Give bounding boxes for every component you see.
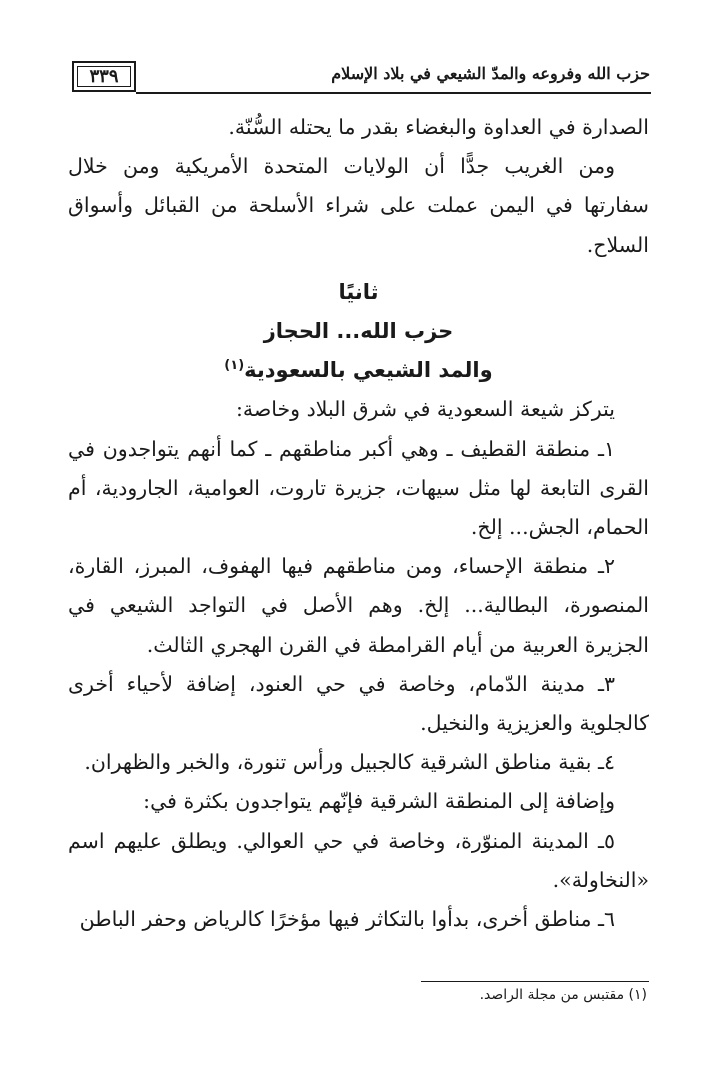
- page-number-box: [72, 61, 136, 92]
- body-text: [68, 108, 649, 939]
- footnote-rule: [421, 981, 649, 982]
- paragraph-4: وإضافة إلى المنطقة الشرقية فإنّهم يتواجدون بكثرة في:: [143, 789, 615, 814]
- list-item-6: ٦ـ مناطق أخرى، بدأوا بالتكاثر فيها مؤخرًا كالرياض وحفر الباطن: [79, 907, 615, 932]
- section-heading-title: حزب الله... الحجاز: [263, 319, 454, 344]
- list-item-3: ٣ـ مدينة الدّمام، وخاصة في حي العنود، إضافة لأحياء أخرى كالجلوية والعزيزية والنخيل.: [68, 671, 649, 736]
- paragraph-2: ومن الغريب جدًّا أن الولايات المتحدة الأمريكية ومن خلال سفارتها في اليمن عملت على شراء الأسلحة من القبائل وأسواق السلاح.: [68, 154, 649, 257]
- page-number: ٣٣٩: [89, 66, 119, 87]
- paragraph-3: يتركز شيعة السعودية في شرق البلاد وخاصة:: [235, 397, 615, 422]
- list-item-4: ٤ـ بقية مناطق الشرقية كالجبيل ورأس تنورة، والخبر والظهران.: [84, 750, 615, 775]
- footnote: (١) مقتبس من مجلة الراصد.: [479, 987, 647, 1003]
- list-item-5: ٥ـ المدينة المنوّرة، وخاصة في حي العوالي. ويطلق عليهم اسم «النخاولة».: [68, 828, 649, 892]
- footnote-reference: (١): [224, 358, 245, 374]
- section-heading-number: ثانيًا: [338, 279, 379, 304]
- paragraph-1: الصدارة في العداوة والبغضاء بقدر ما يحتله السُّنّة.: [228, 115, 649, 139]
- running-header-title: حزب الله وفروعه والمدّ الشيعي في بلاد الإسلام: [331, 64, 650, 83]
- list-item-1: ١ـ منطقة القطيف ـ وهي أكبر مناطقهم ـ كما أنهم يتواجدون في القرى التابعة لها مثل سيهات، جزيرة تاروت، العوامية، الجارودية، أم الحمام، الجش... إلخ.: [68, 436, 649, 540]
- header-rule: [136, 92, 651, 94]
- list-item-2: ٢ـ منطقة الإحساء، ومن مناطقهم فيها الهفوف، المبرز، القارة، المنصورة، البطالية... إلخ. وهم الأصل في التواجد الشيعي في الجزيرة العربية من أيام القرامطة في القرن الهجري الثالث.: [68, 554, 649, 657]
- section-heading-subtitle-text: والمد الشيعي بالسعودية: [244, 358, 493, 383]
- section-heading-subtitle: [68, 351, 649, 390]
